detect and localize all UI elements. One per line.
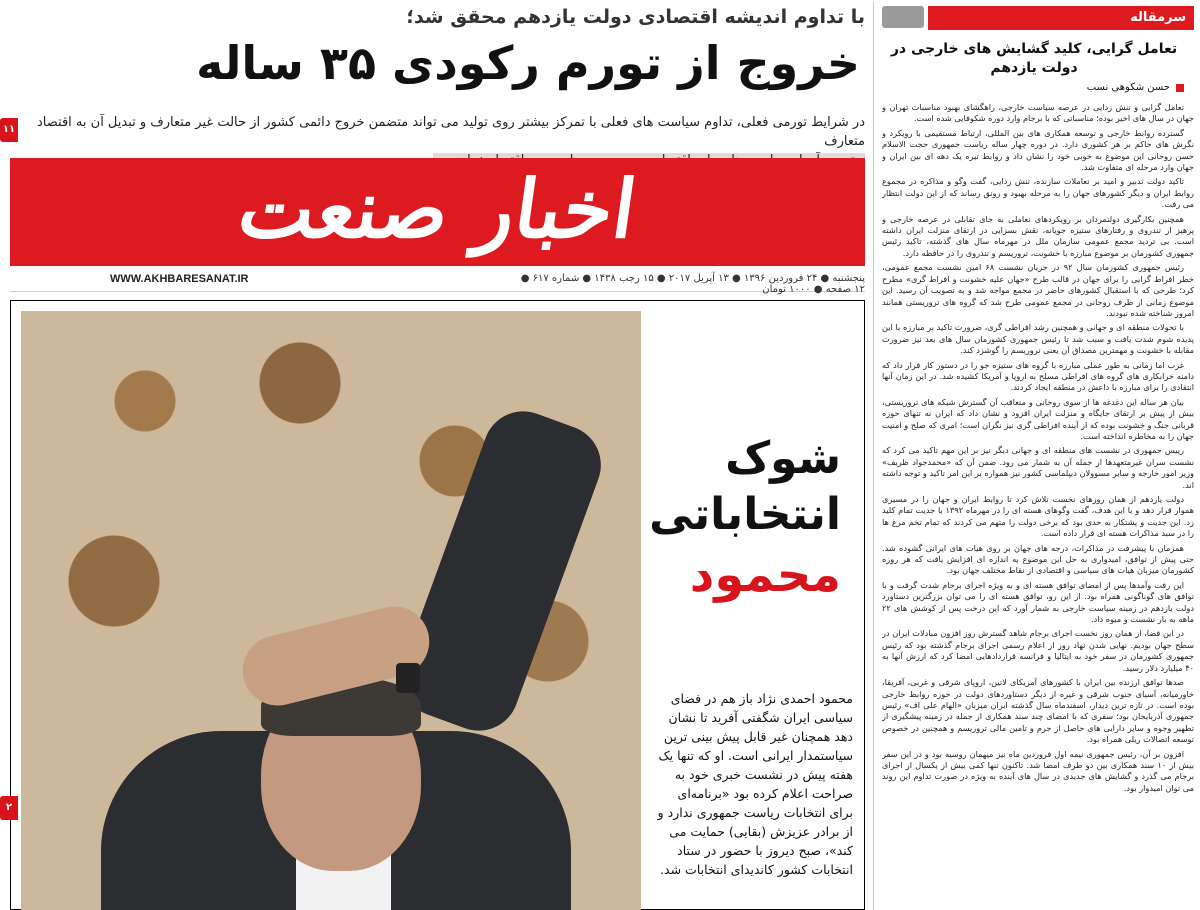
editorial-paragraph: صدها توافق ارزنده بین ایران با کشورهای آمریکای لاتین، اروپای شرقی و غربی، آفریقا، خاورمیانه، آسیای جنوب شرقی و غیره از دیگر دستاوردهای دولت در حوزه روابط خارجی بوده است. در تازه ترین دیدار، اسفندماه سال گذشته ایران میزبان «الهام علی اف» رئیس جمهوری آذربایجان بود؛ سفری که با امضای چند سند همکاری از جمله در زمینه پیشگیری از تطهیر وجوه و سایر دارایی های حاصل از جرم و تامین مالی تروریسم و همچنین در خصوص توسعه اتصالات ریلی همراه بود.	[882, 677, 1194, 745]
editorial-paragraph: رییس جمهوری در نشست های منطقه ای و جهانی دیگر نیز بر این مهم تاکید می کرد که نشست سران غیرمتعهدها از جمله آن به شمار می رود. ضمن آن که «محمدجواد ظریف» وزیر امور خارجه و سایر مسوولان دیپلماسی کشور نیز همواره بر این امر تاکید و توجه داشته اند.	[882, 445, 1194, 490]
masthead-logo: اخبار صنعت	[232, 162, 643, 256]
arrow-icon	[882, 6, 924, 28]
page-ref-11[interactable]: ۱۱	[0, 118, 18, 142]
editorial-paragraph: همچنین بکارگیری دولتمردان بر رویکردهای تعاملی به جای تقابلی در عرصه خارجی و پرهیز از تندروی و رفتارهای ستیزه جویانه، نقش بسزایی در ارتقای منزلت ایران داشته است. بی تردید مجمع عمومی سازمان ملل در مهرماه سال های گذشته، تاکید رئیس جمهوری کشورمان بر موضوع مبارزه با خشونت، تروریسم و تندروی را در حافظه دارد.	[882, 213, 1194, 258]
main-headline[interactable]: خروج از تورم رکودی ۳۵ ساله	[196, 36, 860, 90]
editorial-paragraph: همزمان با پیشرفت در مذاکرات، درجه های جهان بر روی هیات های ایرانی گشوده شد. حتی پیش از توافق، امیدواری به حل این موضوع به اندازه ای افزایش یافت که هر روزه کشورمان میزبان هیات های سیاسی و اقتصادی از نقاط مختلف جهان بود.	[882, 542, 1194, 576]
lede-line-1: در شرایط تورمی فعلی، تداوم سیاست های فعلی با تمرکز بیشتر روی تولید می تواند متضمن خروج دائمی کشور از حالت غیر متعارف و تبدیل آن به اقتصاد متعارف	[37, 115, 865, 149]
editorial-body	[882, 102, 1194, 907]
lead-photo	[10, 300, 865, 910]
feature-line-2: انتخاباتی	[649, 489, 841, 540]
page-ref-2[interactable]: ۲	[0, 796, 18, 820]
editorial-paragraph: در این فضا، از همان روز نخست اجرای برجام شاهد گسترش روز افزون مبادلات ایران در سطح جهان بودیم. نهایی شدن نهاد روز از اعلام رسمی اجرای برجام گذشته بود که رئیس جمهوری کشورمان در سفر خود به ایتالیا و فرانسه قراردادهایی امضا کرد که ارزش آنها به ۴۰ میلیارد دلار رسید.	[882, 628, 1194, 673]
editorial-paragraph: غرب اما زمانی به طور عملی مبارزه با گروه های ستیزه جو را در دستور کار قرار داد که دامنه خرابکاری های گروه های افراطی مسلح به اروپا و آمریکا کشیده شد. در این زمان آنها انتقادی را برای مبارزه با داعش در منطقه ایجاد کردند.	[882, 359, 1194, 393]
editorial-paragraph: تعامل گرایی و تنش زدایی در عرصه سیاست خارجی، راهگشای بهبود مناسبات تهران و جهان در سال های اخیر بوده؛ مناسباتی که با برجام وارد دوره شکوفایی شده است.	[882, 102, 1194, 124]
editorial-label: سرمقاله	[928, 6, 1194, 30]
editorial-column	[873, 2, 1198, 910]
editorial-paragraph: گسترده روابط خارجی و توسعه همکاری های بین المللی، ارتباط مستقیمی با رویکرد و نگرش های حاکم بر هر کشوری دارد. در دوره چهار ساله ریاست جمهوری حجت الاسلام حسن روحانی این موضوع به خوبی خود را نشان داد و روابط تیره یک دهه ای بین ایران و جهان وارد مرحله ای متفاوت شد.	[882, 127, 1194, 173]
issue-info: پنجشنبه ● ۲۴ فروردین ۱۳۹۶ ● ۱۳ آپریل ۲۰۱۷ ● ۱۵ رجب ۱۴۳۸ ● شماره ۶۱۷ ● ۱۲ صفحه ● ۱۰۰۰ تومان	[520, 273, 865, 295]
feature-line-3: محمود	[689, 547, 841, 603]
feature-line-1: شوک	[725, 433, 841, 484]
editorial-paragraph: بیان هر ساله این دغدغه ها از سوی روحانی و متعاقب آن گسترش شبکه های تروریستی، بیش از پیش بر ارتقای جایگاه و منزلت ایران افزود و نشان داد که ایران نه تنهای حوزه قربانی جنگ و خشونت بوده که از آینده افراطی گری نیز نگران است؛ امری که صلح و امنیت جهان را به مخاطره انداخته است.	[882, 396, 1194, 441]
editorial-paragraph: افزون بر آن، رئیس جمهوری نیمه اول فروردین ماه نیز میهمان روسیه بود و در این سفر بیش از ۱۰ سند همکاری بین دو طرف امضا شد. تاکنون تنها کمی بیش از یکسال از اجرای برجام می گذرد و گشایش های جدیدی در سال های آینده به ویژه در صورت تداوم این روند می توان امیدوار بود.	[882, 748, 1194, 793]
editorial-paragraph: رئیس جمهوری کشورمان سال ۹۲ در جریان نشست ۶۸ امین نشست مجمع عمومی، خطر افراط گرایی را برای جهان در قالب طرح «جهان علیه خشونت و افراط گری» مطرح کرد؛ طرحی که با استقبال کشورهای حاضر در مجمع مواجه شد و به تصویب آن رسید. این موضوع زمانی از طرف روحانی در مجمع عمومی طرح شد که گروه های تروریستی همانند امروز شناخته شده نبودند.	[882, 262, 1194, 318]
headline-kicker: با تداوم اندیشه اقتصادی دولت یازدهم محقق شد؛	[406, 6, 865, 28]
watch-icon	[396, 663, 420, 693]
site-url[interactable]: WWW.AKHBARESANAT.IR	[110, 273, 249, 285]
feature-caption: محمود احمدی نژاد باز هم در فضای سیاسی ایران شگفتی آفرید تا نشان دهد همچنان غیر قابل پیش بینی ترین سیاستمدار ایرانی است. او که تنها یک هفته پیش در نشست خبری خود به صراحت اعلام کرده بود «برنامه‌ای برای انتخابات ریاست جمهوری ندارد و از برادر عزیزش (بقایی) حمایت می کند»، صبح دیروز با حضور در ستاد انتخابات کشور کاندیدای انتخابات شد.	[657, 691, 853, 877]
date-bar	[10, 270, 865, 295]
editorial-paragraph: دولت یازدهم از همان روزهای نخست تلاش کرد تا روابط ایران و جهان را در مسیری هموار قرار دهد و با این هدف، گفت وگوهای هسته ای را در مهرماه ۱۳۹۲ با جدیت تمام کلید زد. این جدیت و پشتکار به حدی بود که برخی دولت را متهم می کردند که تمام تخم مرغ ها را در سبد مذاکرات هسته ای قرار داده است.	[882, 494, 1194, 539]
masthead	[10, 158, 865, 266]
editorial-title[interactable]: تعامل گرایی، کلید گشایش های خارجی در دولت یازدهم	[890, 41, 1178, 76]
editorial-paragraph: با تحولات منطقه ای و جهانی و همچنین رشد افراطی گری، ضرورت تاکید بر مبارزه با این پدیده شوم شدت یافت و سبب شد تا رئیس جمهوری کشورمان سال های بعد نیز ضرورت مقابله با خشونت و مهمترین مصداق آن یعنی تروریسم را گوشزد کند.	[882, 322, 1194, 356]
feature-headline[interactable]	[641, 431, 841, 607]
editorial-paragraph: تاکید دولت تدبیر و امید بر تعاملات سازنده، تنش زدایی، گفت وگو و مذاکره در مجموع روابط ایران و دیگر کشورهای جهان را به مرحله بهبود و رونق رساند که از این دولت انتظار می رفت.	[882, 176, 1194, 210]
editorial-paragraph: این رفت وآمدها پس از امضای توافق هسته ای و به ویژه اجرای برجام شدت گرفت و با توافق های گوناگونی همراه بود. از این رو، توافق هسته ای را می توان بزرگترین دستاورد دولت یازدهم در زمینه سیاست خارجی به شمار آورد که این درخت پس از کوشش های ۲۲ ماهه به بار نشست و میوه داد.	[882, 579, 1194, 625]
editorial-author: حسن شکوهی نسب	[884, 82, 1184, 93]
